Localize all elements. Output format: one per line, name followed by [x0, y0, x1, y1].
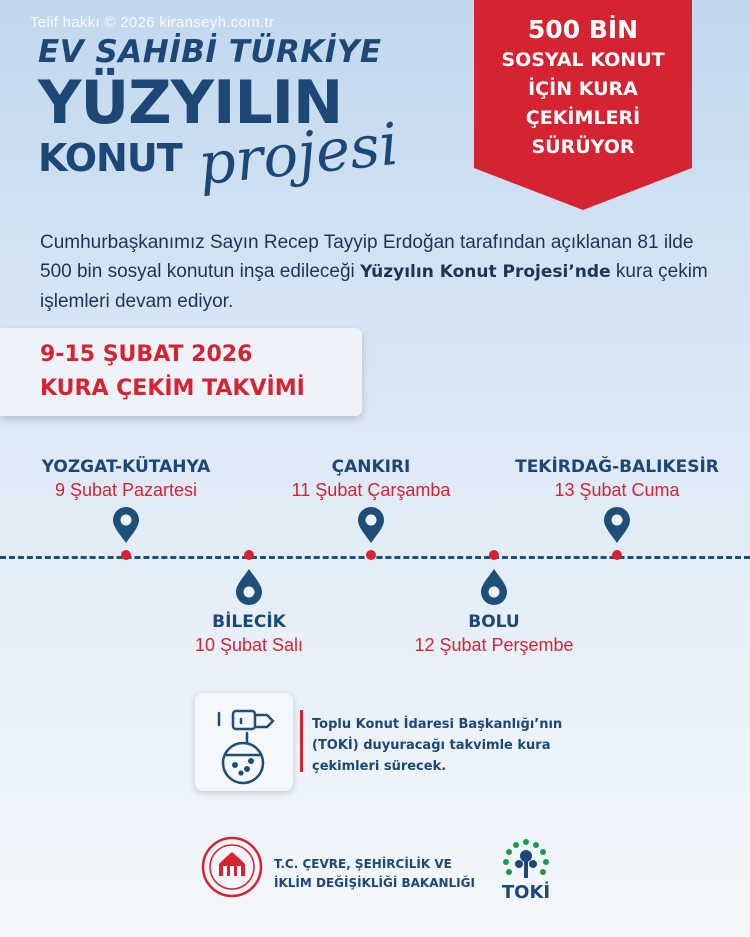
red-ribbon-badge — [474, 0, 692, 210]
event-date: 9 Şubat Pazartesi — [54, 480, 198, 500]
intro-bold-text: Yüzyılın Konut Projesi’nde — [360, 262, 611, 282]
lottery-drum-icon — [195, 693, 293, 791]
timeline-dot-4 — [489, 550, 499, 560]
ministry-seal-icon — [201, 836, 263, 898]
title-line-4-script: projesi — [194, 109, 402, 199]
badge-line-3: İÇİN KURA — [528, 78, 638, 100]
event-city: YOZGAT-KÜTAHYA — [41, 457, 211, 477]
timeline-dot-5 — [612, 550, 622, 560]
event-date: 13 Şubat Cuma — [554, 480, 680, 500]
event-date: 11 Şubat Çarşamba — [291, 480, 451, 500]
intro-text-2: kura çekim işlemleri devam ediyor. — [40, 261, 708, 312]
ministry-name — [274, 855, 475, 893]
timeline-dot-2 — [244, 550, 254, 560]
copyright-text: Telif hakkı © 2026 kiranseyh.com.tr — [30, 14, 275, 31]
ministry-line-2: İKLİM DEĞİŞİKLİĞİ BAKANLIĞI — [274, 876, 475, 890]
location-pin-icon — [600, 506, 634, 544]
location-pin-icon — [109, 506, 143, 544]
event-date: 12 Şubat Perşembe — [414, 635, 574, 655]
badge-line-1: 500 BİN — [527, 15, 639, 44]
schedule-date-box — [0, 328, 362, 416]
ministry-line-1: T.C. ÇEVRE, ŞEHİRCİLİK VE — [274, 857, 452, 871]
event-bolu — [374, 612, 614, 656]
location-pin-icon — [354, 506, 388, 544]
badge-line-5: SÜRÜYOR — [531, 136, 635, 158]
event-city: ÇANKIRI — [331, 457, 411, 477]
toki-logo-text: TOKİ — [501, 882, 551, 903]
badge-line-4: ÇEKİMLERİ — [525, 107, 641, 129]
campaign-title — [38, 34, 438, 199]
event-cankiri — [251, 457, 491, 501]
note-accent-bar — [300, 710, 303, 772]
lottery-icon-box — [195, 693, 293, 791]
event-bilecik — [129, 612, 369, 656]
schedule-range: 9-15 ŞUBAT 2026 — [40, 342, 253, 367]
intro-text-1: Cumhurbaşkanımız Sayın Recep Tayyip Erdoğan tarafından açıklanan 81 ilde 500 bin sosyal konutun inşa edileceği — [40, 232, 694, 282]
badge-line-2: SOSYAL KONUT — [501, 49, 665, 71]
location-pin-icon — [232, 568, 266, 606]
title-line-3-row — [38, 109, 438, 199]
event-date: 10 Şubat Salı — [194, 635, 304, 655]
schedule-label: KURA ÇEKİM TAKVİMİ — [40, 376, 305, 401]
title-line-3: KONUT — [38, 136, 182, 180]
event-city: BOLU — [468, 612, 520, 632]
title-line-1: EV SAHİBİ TÜRKİYE — [38, 34, 382, 70]
title-line-2: YÜZYILIN — [38, 68, 343, 138]
event-tekirdag-balikesir — [497, 457, 737, 501]
intro-paragraph — [40, 228, 720, 316]
toki-logo-icon — [492, 834, 560, 910]
note-text: Toplu Konut İdaresi Başkanlığı’nın (TOKİ) duyuracağı takvimle kura çekimleri sürecek. — [312, 717, 563, 774]
timeline-dot-3 — [366, 550, 376, 560]
timeline-dot-1 — [121, 550, 131, 560]
event-city: BİLECİK — [212, 612, 286, 632]
location-pin-icon — [477, 568, 511, 606]
event-yozgat-kutahya — [6, 457, 246, 501]
event-city: TEKİRDAĞ-BALIKESİR — [515, 457, 719, 477]
badge-text — [474, 14, 692, 162]
